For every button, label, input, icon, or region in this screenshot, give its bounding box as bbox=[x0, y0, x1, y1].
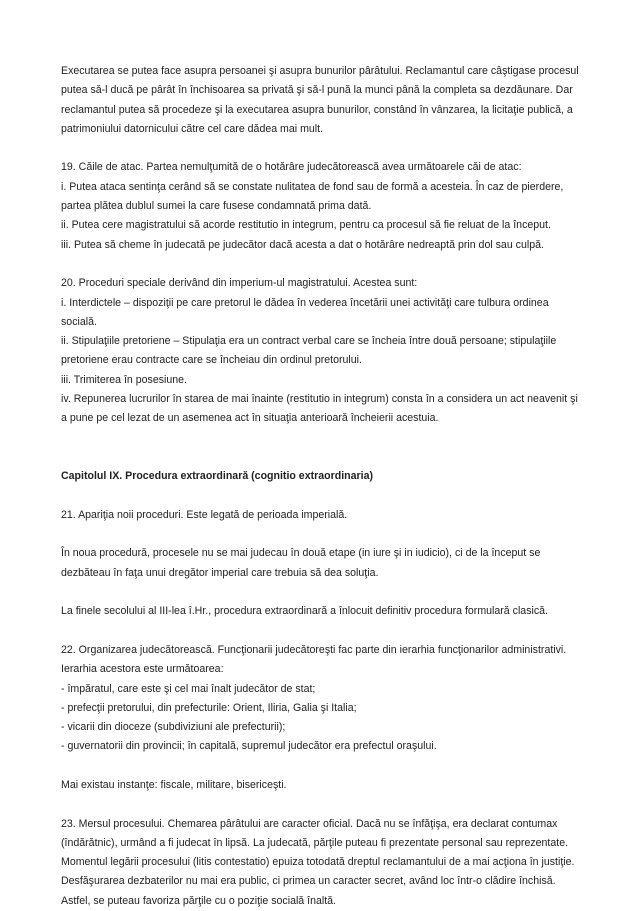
paragraph-new-procedure: În noua procedură, procesele nu se mai judecau în două etape (in iure şi in iudicio), ci de la început se dezbăteau în faţa unui dregător imperial care trebuia să dea soluţia. bbox=[61, 547, 541, 579]
paragraph-appeal-routes: 19. Căile de atac. Partea nemulţumită de o hotărâre judecătorească avea următoarele căi de atac: i. Putea ataca sentinţa cerând să se constate nulitatea de fond sau de formă a acesteia. În caz de pierdere, partea plătea dublul sumei la care fusese condamnată prima dată. ii. Putea cere magistratului să acorde restitutio in integrum, pentru ca procesul să fie reluat de la început. iii. Putea să cheme în judecată pe judecător dacă acesta a dat o hotărâre nedreaptă prin dol sau culpă. bbox=[61, 161, 564, 251]
paragraph-court-organization: 22. Organizarea judecătorească. Funcţionarii judecătoreşti fac parte din ierarhia funcţionarilor administrativi. Ierarhia acestora este următoarea: - împăratul, care este şi cel mai înalt judecător de stat; - prefecţii pretorului, din prefecturile: Orient, Iliria, Galia şi Italia; - vicarii din dioceze (subdiviziuni ale prefecturii); - guvernatorii din provincii; în capitală, supremul judecător era prefectul oraşului. bbox=[61, 643, 567, 753]
paragraph-execution: Executarea se putea face asupra persoanei şi asupra bunurilor pârâtului. Reclamantul care câştigase procesul putea să-l ducă pe pârât în închisoarea sa privată şi să-l pună la munci până la completa sa dezdăunare. Dar reclamantul putea să procedeze şi la executarea asupra bunurilor, constând în vânzarea, la licitaţie publică, a patrimoniului datornicului către cel care dădea mai mult. bbox=[61, 65, 579, 135]
paragraph-replacement: La finele secolului al III-lea î.Hr., procedura extraordinară a înlocuit definitiv procedura formulară clasică. bbox=[61, 605, 548, 618]
document-page bbox=[61, 62, 587, 911]
paragraph-new-procedure-origin: 21. Apariţia noii proceduri. Este legată de perioada imperială. bbox=[61, 508, 348, 521]
paragraph-special-procedures: 20. Proceduri speciale derivând din imperium-ul magistratului. Acestea sunt: i. Interdictele – dispoziţii pe care pretorul le dădea în vederea încetării unei activităţi care tulbura ordinea socială. ii. Stipulaţiile pretoriene – Stipulaţia era un contract verbal care se încheia între două persoane; stipulaţiile pretoriene erau contracte care se încheiau din ordinul pretorului. iii. Trimiterea în posesiune. iv. Repunerea lucrurilor în starea de mai înainte (restitutio in integrum) consta în a considera un act neavenit şi a pune pe cel lezat de un asemenea act în situaţia anterioară încheierii acestuia. bbox=[61, 277, 578, 425]
paragraph-trial-course: 23. Mersul procesului. Chemarea pârâtului are caracter oficial. Dacă nu se înfăţişa, era declarat contumax (îndărătnic), urmând a fi judecat în lipsă. La judecată, părţile puteau fi prezentate personal sau reprezentate. Momentul legării procesului (litis contestatio) epuiza totodată dreptul reclamantului de a mai acţiona în justiţie. Desfăşurarea dezbaterilor nu mai era public, ci primea un caracter secret, având loc într-o clădire închisă. Astfel, se puteau favoriza părţile cu o poziţie socială înaltă. bbox=[61, 817, 575, 907]
chapter-heading: Capitolul IX. Procedura extraordinară (cognitio extraordinaria) bbox=[61, 470, 373, 483]
paragraph-other-courts: Mai existau instanţe: fiscale, militare, bisericeşti. bbox=[61, 778, 287, 791]
